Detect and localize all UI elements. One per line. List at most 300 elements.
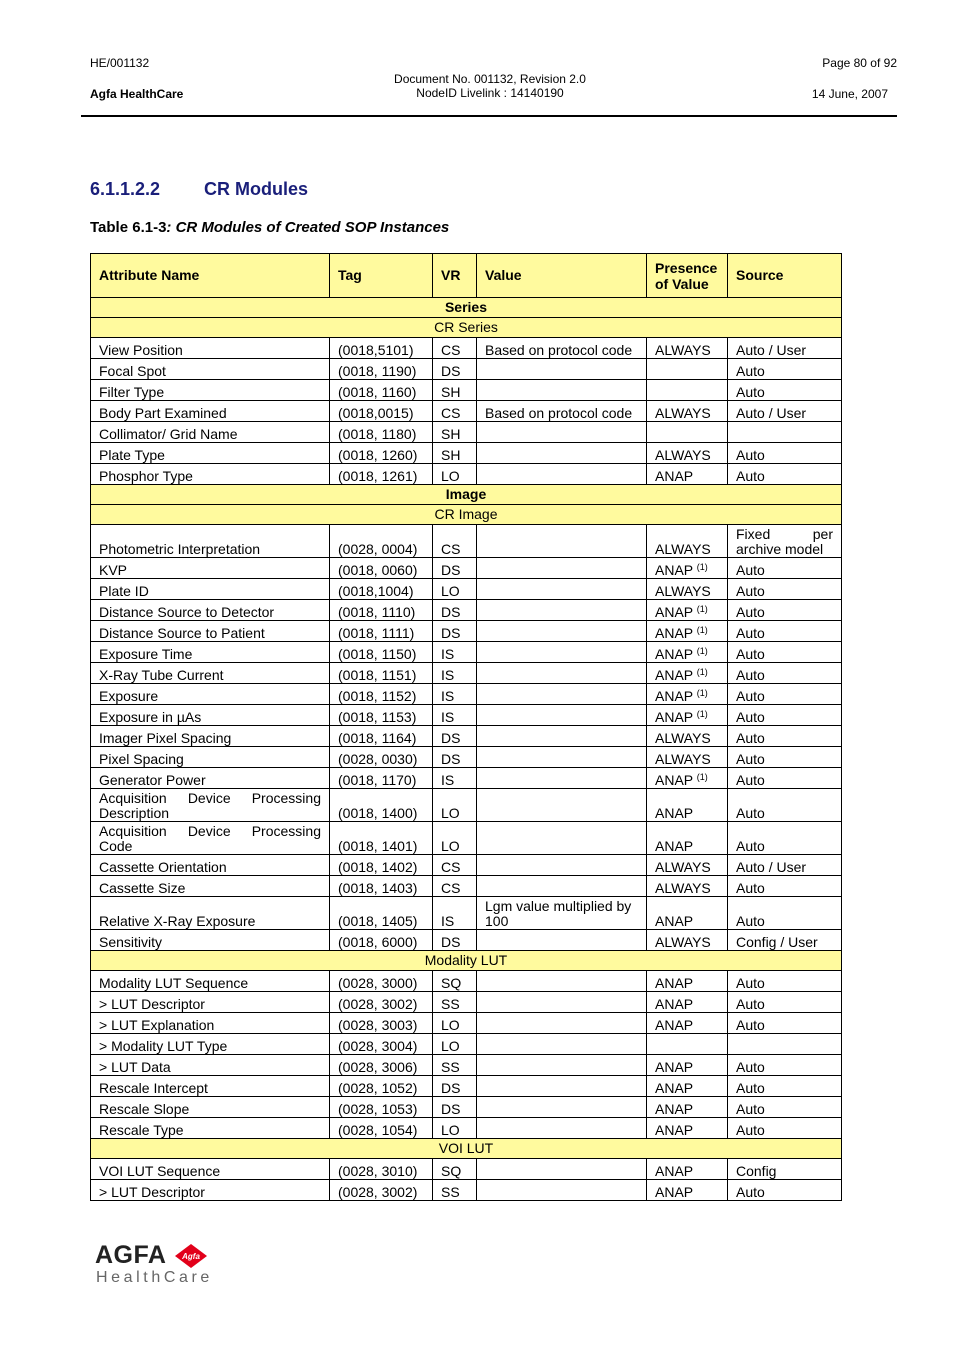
tag-cell: (0018, 1160): [330, 380, 433, 401]
column-header-presence: Presence of Value: [647, 254, 728, 298]
table-row: [91, 726, 842, 747]
group-row: [91, 485, 842, 505]
attribute-name-cell: Exposure in µAs: [91, 705, 330, 726]
value-cell: [477, 1097, 647, 1118]
presence-cell: [647, 1055, 728, 1076]
column-header-vr: VR: [433, 254, 477, 298]
attribute-name-cell: Relative X-Ray Exposure: [91, 897, 330, 930]
source-cell: Auto: [728, 726, 842, 747]
table-row: [91, 642, 842, 663]
vr-cell: IS: [433, 705, 477, 726]
presence-cell: [647, 338, 728, 359]
vr-cell: CS: [433, 855, 477, 876]
attribute-name-cell: Cassette Orientation: [91, 855, 330, 876]
vr-cell: DS: [433, 726, 477, 747]
presence-cell: [647, 768, 728, 789]
tag-cell: (0018, 1111): [330, 621, 433, 642]
presence-cell: [647, 422, 728, 443]
column-header-value: Value: [477, 254, 647, 298]
table-row: [91, 930, 842, 951]
source-word: per: [812, 526, 833, 542]
tag-cell: (0018, 1150): [330, 642, 433, 663]
source-cell: Auto: [728, 600, 842, 621]
header-divider: [81, 115, 897, 117]
presence-value: ANAP: [655, 562, 693, 578]
value-cell: [477, 525, 647, 558]
presence-value: ANAP: [655, 1080, 694, 1096]
source-cell: Config / User: [728, 930, 842, 951]
group-label: Image: [91, 485, 842, 505]
document-date: 14 June, 2007: [811, 87, 888, 101]
value-cell: [477, 726, 647, 747]
value-cell: [477, 855, 647, 876]
attribute-name-cell: > LUT Descriptor: [91, 1180, 330, 1201]
source-cell: [728, 1034, 842, 1055]
presence-value: ANAP: [655, 1101, 694, 1117]
source-cell: Auto: [728, 971, 842, 992]
value-line: Lgm value multiplied by: [485, 898, 632, 914]
company-name: Agfa HealthCare: [90, 87, 184, 101]
vr-cell: SH: [433, 443, 477, 464]
presence-value: ALWAYS: [655, 541, 711, 557]
presence-cell: [647, 684, 728, 705]
attribute-name-word: Device: [187, 790, 231, 806]
attribute-name-cell: Distance Source to Detector: [91, 600, 330, 621]
footnote-marker: (1): [696, 709, 708, 719]
source-word: archive model: [736, 541, 824, 557]
group-label: Modality LUT: [91, 951, 842, 971]
presence-value: ANAP: [655, 975, 694, 991]
source-cell: Auto: [728, 992, 842, 1013]
vr-cell: SQ: [433, 1159, 477, 1180]
source-cell: Auto: [728, 443, 842, 464]
logo-subbrand: HealthCare: [96, 1269, 213, 1286]
presence-value: ALWAYS: [655, 880, 711, 896]
tag-cell: (0018, 1401): [330, 822, 433, 855]
attribute-name-cell: Collimator/ Grid Name: [91, 422, 330, 443]
value-cell: [477, 971, 647, 992]
attribute-name-word: Acquisition: [99, 823, 167, 839]
tag-cell: (0028, 1054): [330, 1118, 433, 1139]
table-row: [91, 1118, 842, 1139]
tag-cell: (0018,5101): [330, 338, 433, 359]
presence-cell: [647, 855, 728, 876]
tag-cell: (0018, 0060): [330, 558, 433, 579]
table-row: [91, 971, 842, 992]
table-row: [91, 1076, 842, 1097]
presence-value: ALWAYS: [655, 859, 711, 875]
attribute-name-cell: KVP: [91, 558, 330, 579]
presence-value: ANAP: [655, 646, 693, 662]
source-cell: Auto: [728, 464, 842, 485]
table-row: [91, 600, 842, 621]
table-row: [91, 822, 842, 855]
source-cell: Auto: [728, 705, 842, 726]
presence-value: ANAP: [655, 1184, 694, 1200]
attribute-name-cell: Imager Pixel Spacing: [91, 726, 330, 747]
value-cell: [477, 642, 647, 663]
vr-cell: CS: [433, 401, 477, 422]
source-cell: Auto: [728, 1076, 842, 1097]
group-label: Series: [91, 298, 842, 318]
table-row: [91, 443, 842, 464]
presence-cell: [647, 1034, 728, 1055]
source-cell: [728, 525, 842, 558]
table-row: [91, 768, 842, 789]
group-row: [91, 298, 842, 318]
table-row: [91, 1159, 842, 1180]
vr-cell: DS: [433, 1076, 477, 1097]
presence-value: ANAP: [655, 604, 693, 620]
presence-cell: [647, 747, 728, 768]
group-row: [91, 505, 842, 525]
value-cell: [477, 705, 647, 726]
presence-cell: [647, 579, 728, 600]
footnote-marker: (1): [696, 772, 708, 782]
value-cell: [477, 789, 647, 822]
source-cell: Auto: [728, 747, 842, 768]
attribute-name-cell: [91, 789, 330, 822]
attribute-name-cell: Rescale Type: [91, 1118, 330, 1139]
footnote-marker: (1): [696, 625, 708, 635]
tag-cell: (0018, 1110): [330, 600, 433, 621]
attribute-name-cell: VOI LUT Sequence: [91, 1159, 330, 1180]
source-cell: Auto: [728, 1097, 842, 1118]
logo-mark-text: Agfa: [182, 1252, 200, 1261]
source-cell: Auto / User: [728, 401, 842, 422]
vr-cell: CS: [433, 338, 477, 359]
vr-cell: SS: [433, 1055, 477, 1076]
vr-cell: IS: [433, 684, 477, 705]
source-cell: Auto: [728, 359, 842, 380]
tag-cell: (0018, 1402): [330, 855, 433, 876]
vr-cell: IS: [433, 897, 477, 930]
table-row: [91, 992, 842, 1013]
table-row: [91, 338, 842, 359]
source-cell: Auto: [728, 822, 842, 855]
presence-cell: [647, 822, 728, 855]
footnote-marker: (1): [696, 604, 708, 614]
attribute-name-word: Code: [99, 838, 133, 854]
attribute-name-cell: [91, 822, 330, 855]
tag-cell: (0028, 0030): [330, 747, 433, 768]
tag-cell: (0018, 1164): [330, 726, 433, 747]
vr-cell: SH: [433, 380, 477, 401]
value-cell: [477, 1013, 647, 1034]
attribute-name-word: Description: [99, 805, 170, 821]
table-row: [91, 464, 842, 485]
value-cell: [477, 443, 647, 464]
presence-cell: [647, 380, 728, 401]
presence-value: ALWAYS: [655, 934, 711, 950]
attribute-name-cell: > Modality LUT Type: [91, 1034, 330, 1055]
document-info: [330, 72, 650, 100]
tag-cell: (0028, 1052): [330, 1076, 433, 1097]
tag-cell: (0018,0015): [330, 401, 433, 422]
value-cell: [477, 558, 647, 579]
value-cell: [477, 897, 647, 930]
tag-cell: (0028, 3010): [330, 1159, 433, 1180]
tag-cell: (0018,1004): [330, 579, 433, 600]
source-cell: Auto: [728, 558, 842, 579]
vr-cell: LO: [433, 1034, 477, 1055]
value-cell: [477, 422, 647, 443]
source-cell: Auto: [728, 684, 842, 705]
vr-cell: CS: [433, 876, 477, 897]
source-cell: Auto: [728, 1180, 842, 1201]
presence-cell: [647, 558, 728, 579]
presence-value: ALWAYS: [655, 751, 711, 767]
table-row: [91, 747, 842, 768]
column-header-attribute: Attribute Name: [91, 254, 330, 298]
value-cell: [477, 359, 647, 380]
presence-value: ANAP: [655, 913, 694, 929]
presence-value: ANAP: [655, 805, 694, 821]
value-cell: [477, 380, 647, 401]
agfa-rhombus-icon: [173, 1243, 209, 1269]
tag-cell: (0028, 3002): [330, 992, 433, 1013]
table-row: [91, 897, 842, 930]
value-cell: [477, 1159, 647, 1180]
attribute-name-cell: Exposure Time: [91, 642, 330, 663]
vr-cell: DS: [433, 747, 477, 768]
attribute-name-cell: Generator Power: [91, 768, 330, 789]
vr-cell: IS: [433, 768, 477, 789]
vr-cell: DS: [433, 1097, 477, 1118]
presence-cell: [647, 992, 728, 1013]
vr-cell: DS: [433, 600, 477, 621]
group-label: CR Series: [91, 318, 842, 338]
vr-cell: LO: [433, 1118, 477, 1139]
vr-cell: DS: [433, 930, 477, 951]
presence-cell: [647, 726, 728, 747]
attribute-name-cell: Rescale Intercept: [91, 1076, 330, 1097]
table-row: [91, 558, 842, 579]
presence-cell: [647, 789, 728, 822]
tag-cell: (0018, 1261): [330, 464, 433, 485]
table-row: [91, 422, 842, 443]
attribute-name-cell: Filter Type: [91, 380, 330, 401]
value-cell: [477, 768, 647, 789]
presence-value: ALWAYS: [655, 583, 711, 599]
source-cell: Auto: [728, 579, 842, 600]
group-row: [91, 1139, 842, 1159]
vr-cell: DS: [433, 621, 477, 642]
value-line: 100: [485, 913, 509, 929]
attribute-name-word: Processing: [251, 823, 321, 839]
value-cell: [477, 621, 647, 642]
tag-cell: (0018, 1260): [330, 443, 433, 464]
presence-cell: [647, 600, 728, 621]
tag-cell: (0018, 1400): [330, 789, 433, 822]
presence-cell: [647, 1118, 728, 1139]
source-cell: Auto: [728, 1055, 842, 1076]
tag-cell: (0018, 1405): [330, 897, 433, 930]
table-row: [91, 663, 842, 684]
page-number: Page 80 of 92: [822, 56, 897, 70]
presence-value: ANAP: [655, 772, 693, 788]
group-label: VOI LUT: [91, 1139, 842, 1159]
tag-cell: (0018, 1153): [330, 705, 433, 726]
table-row: [91, 1180, 842, 1201]
value-cell: [477, 1076, 647, 1097]
table-caption-label: Table 6.1-3: [90, 219, 167, 236]
value-cell: [477, 876, 647, 897]
presence-value: ALWAYS: [655, 405, 711, 421]
source-cell: Auto: [728, 663, 842, 684]
presence-value: ANAP: [655, 838, 694, 854]
attribute-name-cell: Phosphor Type: [91, 464, 330, 485]
table-row: [91, 359, 842, 380]
attribute-name-cell: X-Ray Tube Current: [91, 663, 330, 684]
source-cell: Auto: [728, 768, 842, 789]
attribute-name-cell: Modality LUT Sequence: [91, 971, 330, 992]
footnote-marker: (1): [696, 562, 708, 572]
presence-value: ANAP: [655, 1059, 694, 1075]
table-row: [91, 621, 842, 642]
presence-cell: [647, 642, 728, 663]
table-header-row: [91, 254, 842, 298]
presence-cell: [647, 525, 728, 558]
presence-cell: [647, 359, 728, 380]
section-heading: [90, 179, 308, 200]
attribute-name-cell: Photometric Interpretation: [91, 525, 330, 558]
attribute-name-cell: > LUT Explanation: [91, 1013, 330, 1034]
tag-cell: (0028, 1053): [330, 1097, 433, 1118]
source-cell: Auto / User: [728, 855, 842, 876]
vr-cell: SH: [433, 422, 477, 443]
value-cell: [477, 600, 647, 621]
table-row: [91, 705, 842, 726]
group-row: [91, 318, 842, 338]
presence-cell: [647, 1159, 728, 1180]
table-caption: [90, 219, 449, 236]
vr-cell: IS: [433, 663, 477, 684]
vr-cell: LO: [433, 822, 477, 855]
group-row: [91, 951, 842, 971]
value-cell: [477, 1055, 647, 1076]
presence-cell: [647, 1097, 728, 1118]
footnote-marker: (1): [696, 688, 708, 698]
source-cell: Auto: [728, 1013, 842, 1034]
table-row: [91, 1097, 842, 1118]
column-header-tag: Tag: [330, 254, 433, 298]
value-cell: [477, 822, 647, 855]
attribute-name-cell: Exposure: [91, 684, 330, 705]
vr-cell: LO: [433, 579, 477, 600]
attribute-name-cell: View Position: [91, 338, 330, 359]
presence-value: ANAP: [655, 688, 693, 704]
tag-cell: (0018, 1151): [330, 663, 433, 684]
value-cell: [477, 579, 647, 600]
presence-cell: [647, 443, 728, 464]
tag-cell: (0028, 3000): [330, 971, 433, 992]
presence-value: ANAP: [655, 1163, 694, 1179]
value-cell: [477, 992, 647, 1013]
attribute-name-cell: Body Part Examined: [91, 401, 330, 422]
document-number: Document No. 001132, Revision 2.0: [394, 72, 586, 86]
presence-value: ANAP: [655, 1017, 694, 1033]
presence-cell: [647, 705, 728, 726]
presence-value: ALWAYS: [655, 730, 711, 746]
tag-cell: (0018, 1152): [330, 684, 433, 705]
vr-cell: DS: [433, 558, 477, 579]
source-cell: [728, 422, 842, 443]
vr-cell: IS: [433, 642, 477, 663]
vr-cell: LO: [433, 789, 477, 822]
attribute-name-word: Acquisition: [99, 790, 167, 806]
presence-cell: [647, 1076, 728, 1097]
value-cell: Based on protocol code: [477, 338, 647, 359]
presence-value: ANAP: [655, 996, 694, 1012]
table-row: [91, 855, 842, 876]
value-cell: [477, 684, 647, 705]
column-header-source: Source: [728, 254, 842, 298]
table-row: [91, 1055, 842, 1076]
presence-cell: [647, 1013, 728, 1034]
attribute-name-word: Device: [187, 823, 231, 839]
source-cell: Auto: [728, 897, 842, 930]
table-row: [91, 876, 842, 897]
source-cell: Config: [728, 1159, 842, 1180]
presence-cell: [647, 621, 728, 642]
presence-value: ALWAYS: [655, 447, 711, 463]
source-cell: Auto: [728, 789, 842, 822]
cr-modules-table: [90, 253, 842, 1201]
source-cell: Auto: [728, 876, 842, 897]
vr-cell: DS: [433, 359, 477, 380]
value-cell: [477, 747, 647, 768]
presence-value: ALWAYS: [655, 342, 711, 358]
attribute-name-cell: Pixel Spacing: [91, 747, 330, 768]
value-cell: [477, 930, 647, 951]
value-cell: [477, 1118, 647, 1139]
presence-value: ANAP: [655, 667, 693, 683]
attribute-name-cell: Sensitivity: [91, 930, 330, 951]
table-row: [91, 684, 842, 705]
presence-cell: [647, 897, 728, 930]
group-label: CR Image: [91, 505, 842, 525]
vr-cell: SS: [433, 992, 477, 1013]
attribute-name-cell: Rescale Slope: [91, 1097, 330, 1118]
tag-cell: (0028, 3003): [330, 1013, 433, 1034]
vr-cell: LO: [433, 464, 477, 485]
vr-cell: LO: [433, 1013, 477, 1034]
section-number: 6.1.1.2.2: [90, 179, 161, 199]
presence-value: ANAP: [655, 709, 693, 725]
attribute-name-cell: Cassette Size: [91, 876, 330, 897]
table-row: [91, 789, 842, 822]
attribute-name-cell: Plate Type: [91, 443, 330, 464]
presence-cell: [647, 1180, 728, 1201]
logo-wordmark: AGFA: [95, 1241, 167, 1269]
footnote-marker: (1): [696, 646, 708, 656]
tag-cell: (0028, 3002): [330, 1180, 433, 1201]
vr-cell: SQ: [433, 971, 477, 992]
tag-cell: (0018, 1403): [330, 876, 433, 897]
tag-cell: (0028, 3006): [330, 1055, 433, 1076]
table-row: [91, 579, 842, 600]
source-cell: Auto: [728, 380, 842, 401]
presence-cell: [647, 401, 728, 422]
presence-cell: [647, 464, 728, 485]
presence-cell: [647, 971, 728, 992]
table-row: [91, 1034, 842, 1055]
presence-cell: [647, 930, 728, 951]
source-cell: Auto: [728, 642, 842, 663]
attribute-name-cell: Distance Source to Patient: [91, 621, 330, 642]
attribute-name-cell: > LUT Data: [91, 1055, 330, 1076]
